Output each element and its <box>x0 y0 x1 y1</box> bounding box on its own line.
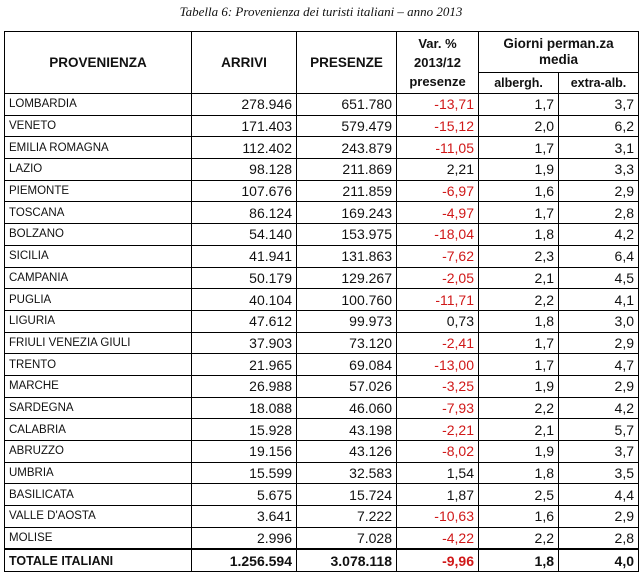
cell-var: -7,93 <box>397 397 479 419</box>
table-row <box>5 527 639 549</box>
cell-provenienza: MARCHE <box>5 375 192 397</box>
cell-provenienza: LOMBARDIA <box>5 94 192 116</box>
cell-provenienza: MOLISE <box>5 527 192 549</box>
header-extra: extra-alb. <box>559 73 639 94</box>
table-body <box>5 94 639 572</box>
cell-var: -11,71 <box>397 289 479 311</box>
cell-extra: 4,7 <box>559 354 639 376</box>
cell-presenze: 651.780 <box>297 94 397 116</box>
cell-var: -11,05 <box>397 137 479 159</box>
cell-extra: 2,9 <box>559 180 639 202</box>
table-row <box>5 224 639 246</box>
cell-provenienza: TOTALE ITALIANI <box>5 549 192 571</box>
table-row <box>5 441 639 463</box>
cell-var: 1,87 <box>397 484 479 506</box>
cell-extra: 3,0 <box>559 310 639 332</box>
cell-arrivi: 18.088 <box>192 397 297 419</box>
cell-var: 1,54 <box>397 462 479 484</box>
table-row <box>5 202 639 224</box>
cell-provenienza: CAMPANIA <box>5 267 192 289</box>
cell-presenze: 69.084 <box>297 354 397 376</box>
cell-extra: 4,1 <box>559 289 639 311</box>
cell-extra: 6,4 <box>559 245 639 267</box>
cell-provenienza: SICILIA <box>5 245 192 267</box>
table-row <box>5 332 639 354</box>
cell-albergh: 1,6 <box>479 506 559 528</box>
cell-extra: 3,5 <box>559 462 639 484</box>
cell-extra: 2,9 <box>559 332 639 354</box>
cell-albergh: 1,8 <box>479 310 559 332</box>
cell-extra: 2,9 <box>559 506 639 528</box>
cell-arrivi: 47.612 <box>192 310 297 332</box>
cell-arrivi: 112.402 <box>192 137 297 159</box>
cell-provenienza: ABRUZZO <box>5 441 192 463</box>
cell-albergh: 2,2 <box>479 289 559 311</box>
cell-presenze: 32.583 <box>297 462 397 484</box>
cell-presenze: 153.975 <box>297 224 397 246</box>
cell-provenienza: BOLZANO <box>5 224 192 246</box>
cell-provenienza: TRENTO <box>5 354 192 376</box>
cell-albergh: 2,2 <box>479 527 559 549</box>
cell-var: -9,96 <box>397 549 479 571</box>
cell-albergh: 2,1 <box>479 267 559 289</box>
cell-var: -13,71 <box>397 94 479 116</box>
cell-arrivi: 15.928 <box>192 419 297 441</box>
cell-presenze: 7.028 <box>297 527 397 549</box>
cell-extra: 3,7 <box>559 94 639 116</box>
header-giorni-line2: media <box>538 52 579 67</box>
cell-albergh: 2,3 <box>479 245 559 267</box>
cell-provenienza: FRIULI VENEZIA GIULI <box>5 332 192 354</box>
cell-arrivi: 171.403 <box>192 115 297 137</box>
cell-presenze: 73.120 <box>297 332 397 354</box>
header-var-line2: 2013/12 <box>414 55 461 70</box>
header-var-line3: presenze <box>409 74 466 89</box>
cell-provenienza: PIEMONTE <box>5 180 192 202</box>
header-albergh: albergh. <box>479 73 559 94</box>
cell-arrivi: 37.903 <box>192 332 297 354</box>
table-row <box>5 94 639 116</box>
cell-arrivi: 3.641 <box>192 506 297 528</box>
cell-presenze: 15.724 <box>297 484 397 506</box>
table-row <box>5 484 639 506</box>
cell-extra: 3,1 <box>559 137 639 159</box>
cell-albergh: 2,5 <box>479 484 559 506</box>
cell-arrivi: 26.988 <box>192 375 297 397</box>
cell-presenze: 99.973 <box>297 310 397 332</box>
cell-extra: 4,4 <box>559 484 639 506</box>
cell-arrivi: 1.256.594 <box>192 549 297 571</box>
cell-provenienza: SARDEGNA <box>5 397 192 419</box>
cell-var: -8,02 <box>397 441 479 463</box>
cell-arrivi: 15.599 <box>192 462 297 484</box>
cell-presenze: 131.863 <box>297 245 397 267</box>
cell-presenze: 43.126 <box>297 441 397 463</box>
cell-extra: 4,2 <box>559 224 639 246</box>
cell-extra: 4,0 <box>559 549 639 571</box>
cell-var: -2,21 <box>397 419 479 441</box>
cell-presenze: 100.760 <box>297 289 397 311</box>
cell-arrivi: 86.124 <box>192 202 297 224</box>
cell-presenze: 211.859 <box>297 180 397 202</box>
cell-arrivi: 19.156 <box>192 441 297 463</box>
cell-extra: 3,3 <box>559 159 639 181</box>
cell-albergh: 2,2 <box>479 397 559 419</box>
table-row <box>5 375 639 397</box>
cell-albergh: 1,7 <box>479 94 559 116</box>
cell-presenze: 129.267 <box>297 267 397 289</box>
cell-arrivi: 5.675 <box>192 484 297 506</box>
cell-extra: 2,9 <box>559 375 639 397</box>
header-giorni <box>479 32 639 73</box>
cell-arrivi: 41.941 <box>192 245 297 267</box>
table-row <box>5 419 639 441</box>
table-row <box>5 159 639 181</box>
cell-provenienza: BASILICATA <box>5 484 192 506</box>
cell-albergh: 1,7 <box>479 202 559 224</box>
cell-presenze: 43.198 <box>297 419 397 441</box>
cell-var: -2,41 <box>397 332 479 354</box>
table-row <box>5 310 639 332</box>
cell-albergh: 1,8 <box>479 462 559 484</box>
cell-var: -13,00 <box>397 354 479 376</box>
table-row <box>5 506 639 528</box>
cell-extra: 2,8 <box>559 202 639 224</box>
cell-var: -3,25 <box>397 375 479 397</box>
cell-provenienza: UMBRIA <box>5 462 192 484</box>
total-row <box>5 549 639 571</box>
cell-var: 2,21 <box>397 159 479 181</box>
cell-var: -18,04 <box>397 224 479 246</box>
cell-provenienza: EMILIA ROMAGNA <box>5 137 192 159</box>
cell-albergh: 1,8 <box>479 224 559 246</box>
table-row <box>5 245 639 267</box>
cell-extra: 5,7 <box>559 419 639 441</box>
cell-extra: 2,8 <box>559 527 639 549</box>
cell-arrivi: 40.104 <box>192 289 297 311</box>
table-row <box>5 180 639 202</box>
cell-arrivi: 21.965 <box>192 354 297 376</box>
cell-var: -15,12 <box>397 115 479 137</box>
header-arrivi: ARRIVI <box>192 32 297 94</box>
tourists-table <box>4 31 639 572</box>
cell-var: -6,97 <box>397 180 479 202</box>
cell-var: -2,05 <box>397 267 479 289</box>
cell-provenienza: VENETO <box>5 115 192 137</box>
cell-presenze: 579.479 <box>297 115 397 137</box>
table-row <box>5 354 639 376</box>
cell-albergh: 1,7 <box>479 354 559 376</box>
header-presenze: PRESENZE <box>297 32 397 94</box>
table-header <box>5 32 639 94</box>
header-var <box>397 32 479 94</box>
cell-albergh: 1,7 <box>479 137 559 159</box>
cell-arrivi: 2.996 <box>192 527 297 549</box>
cell-provenienza: VALLE D'AOSTA <box>5 506 192 528</box>
table-row <box>5 267 639 289</box>
cell-albergh: 1,9 <box>479 375 559 397</box>
cell-albergh: 1,6 <box>479 180 559 202</box>
cell-arrivi: 50.179 <box>192 267 297 289</box>
cell-presenze: 46.060 <box>297 397 397 419</box>
cell-var: -4,22 <box>397 527 479 549</box>
cell-arrivi: 278.946 <box>192 94 297 116</box>
header-var-line1: Var. % <box>418 36 457 51</box>
cell-var: -4,97 <box>397 202 479 224</box>
cell-albergh: 1,9 <box>479 441 559 463</box>
cell-var: -7,62 <box>397 245 479 267</box>
table-row <box>5 397 639 419</box>
header-provenienza: PROVENIENZA <box>5 32 192 94</box>
cell-presenze: 57.026 <box>297 375 397 397</box>
table-caption: Tabella 6: Provenienza dei turisti italiani – anno 2013 <box>179 4 463 19</box>
cell-albergh: 1,8 <box>479 549 559 571</box>
cell-presenze: 211.869 <box>297 159 397 181</box>
cell-presenze: 7.222 <box>297 506 397 528</box>
cell-provenienza: TOSCANA <box>5 202 192 224</box>
cell-provenienza: CALABRIA <box>5 419 192 441</box>
cell-extra: 4,2 <box>559 397 639 419</box>
cell-presenze: 243.879 <box>297 137 397 159</box>
table-row <box>5 137 639 159</box>
cell-provenienza: LIGURIA <box>5 310 192 332</box>
header-giorni-line1: Giorni perman.za <box>503 36 614 51</box>
table-row <box>5 115 639 137</box>
cell-albergh: 1,9 <box>479 159 559 181</box>
cell-extra: 3,7 <box>559 441 639 463</box>
cell-var: 0,73 <box>397 310 479 332</box>
table-row <box>5 462 639 484</box>
cell-arrivi: 54.140 <box>192 224 297 246</box>
cell-extra: 4,5 <box>559 267 639 289</box>
cell-arrivi: 107.676 <box>192 180 297 202</box>
cell-var: -10,63 <box>397 506 479 528</box>
cell-extra: 6,2 <box>559 115 639 137</box>
cell-arrivi: 98.128 <box>192 159 297 181</box>
table-row <box>5 289 639 311</box>
cell-presenze: 169.243 <box>297 202 397 224</box>
cell-albergh: 2,0 <box>479 115 559 137</box>
cell-provenienza: PUGLIA <box>5 289 192 311</box>
cell-albergh: 2,1 <box>479 419 559 441</box>
cell-provenienza: LAZIO <box>5 159 192 181</box>
cell-albergh: 1,7 <box>479 332 559 354</box>
cell-presenze: 3.078.118 <box>297 549 397 571</box>
